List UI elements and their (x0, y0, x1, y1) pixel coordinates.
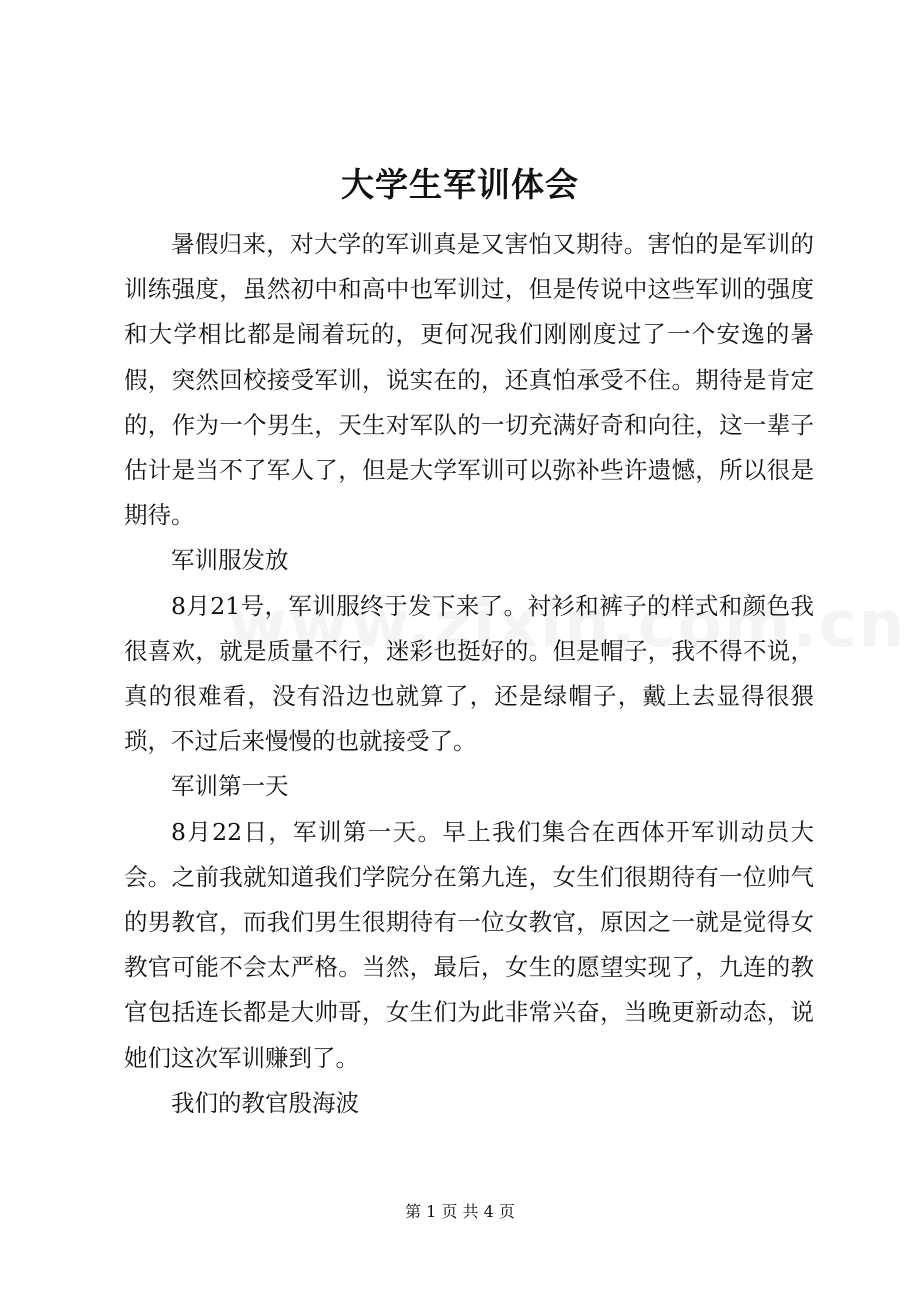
document-body (124, 222, 814, 1126)
section-heading-day-one: 军训第一天 (171, 772, 289, 801)
page-footer: 第 1 页 共 4 页 (405, 1202, 515, 1221)
document-title: 大学生军训体会 (341, 165, 579, 204)
section-heading-uniform: 军训服发放 (171, 546, 289, 575)
section-heading-instructor: 我们的教官殷海波 (171, 1088, 359, 1117)
paragraph-uniform: 8月21号，军训服终于发下来了。衬衫和裤子的样式和颜色我很喜欢，就是质量不行，迷彩也挺好的。但是帽子，我不得不说，真的很难看，没有沿边也就算了，还是绿帽子，戴上去显得很猥琐，不过后来慢慢的也就接受了。 (124, 591, 814, 756)
paragraph-intro: 暑假归来，对大学的军训真是又害怕又期待。害怕的是军训的训练强度，虽然初中和高中也军训过，但是传说中这些军训的强度和大学相比都是闹着玩的，更何况我们刚刚度过了一个安逸的暑假，突然回校接受军训，说实在的，还真怕承受不住。期待是肯定的，作为一个男生，天生对军队的一切充满好奇和向往，这一辈子估计是当不了军人了，但是大学军训可以弥补些许遗憾，所以很是期待。 (124, 230, 814, 530)
paragraph-day-one: 8月22日，军训第一天。早上我们集合在西体开军训动员大会。之前我就知道我们学院分在第九连，女生们很期待有一位帅气的男教官，而我们男生很期待有一位女教官，原因之一就是觉得女教官可能不会太严格。当然，最后，女生的愿望实现了，九连的教官包括连长都是大帅哥，女生们为此非常兴奋，当晚更新动态，说她们这次军训赚到了。 (124, 817, 814, 1072)
